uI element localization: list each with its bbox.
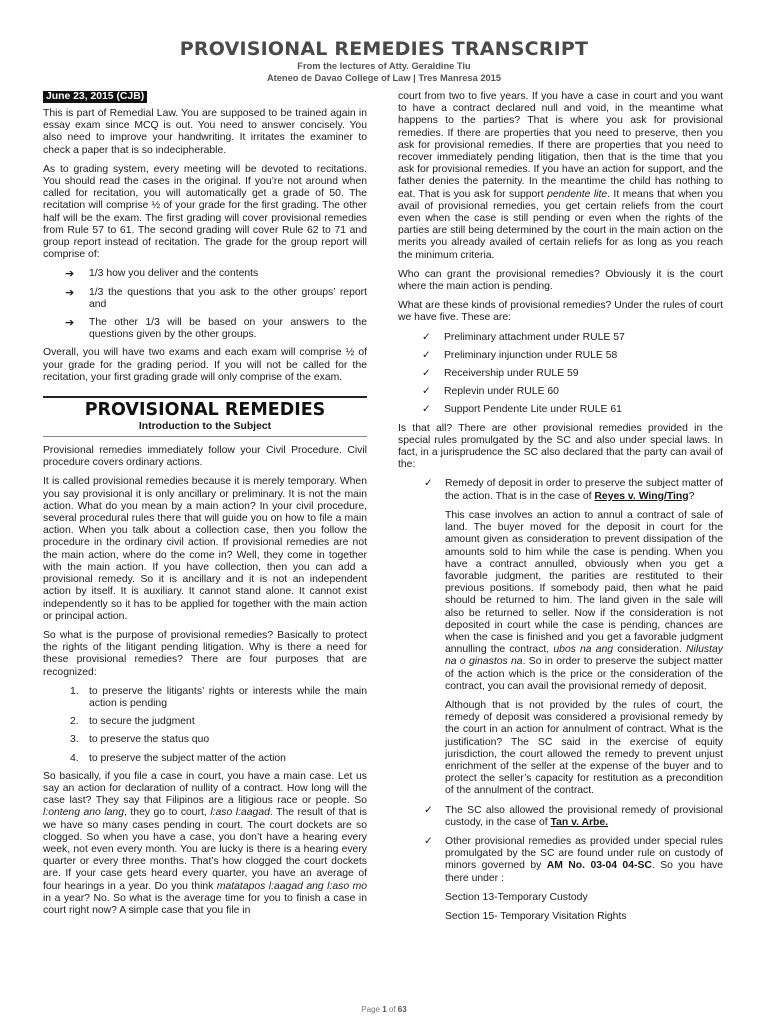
document-title: PROVISIONAL REMEDIES TRANSCRIPT xyxy=(179,38,589,60)
case-name: Tan v. Arbe. xyxy=(550,816,609,828)
check-icon: ✓ xyxy=(422,386,431,398)
arrow-icon: ➔ xyxy=(65,317,75,330)
am-number: AM No. 03-04 04-SC xyxy=(546,860,652,872)
check-icon: ✓ xyxy=(422,368,431,380)
page-footer: Page 1 of 63 xyxy=(361,1005,407,1014)
list-item: ➔ 1/3 how you deliver and the contents xyxy=(65,268,259,281)
purposes-list xyxy=(43,686,367,765)
page-header xyxy=(0,38,768,84)
paragraph: This is part of Remedial Law. You are supposed to be trained again in essay exam since MCQ is out. You need to answer concisely. You also need to improve your handwriting. It irritates the examiner to check a paper that is so indecipherable. xyxy=(43,108,367,156)
list-item: ✓ Replevin under RULE 60 xyxy=(422,386,559,398)
paragraph: Is that all? There are other provisional remedies provided in the special rules promulgated by the SC and also under special laws. In fact, in a jurisprudence the SC also declared that the party can avail of the: xyxy=(398,422,723,471)
check-icon: ✓ xyxy=(424,804,433,816)
check-icon: ✓ xyxy=(422,404,431,416)
paragraph: So basically, if you file a case in court, you have a main case. Let us say an action for declaration of nullity of a contract. How long will the case last? They say that Filipinos are a litigious race or people. So l:onteng ano lang, they go to court, l:aso l:aagad. The result of that is we have so many cases pending in court. The court dockets are so clogged. So when you have a case, you don’t have a hearing every week, not even every month. You are lucky is there is a hearing every quarter or every three months. That’s how clogged the court dockets are. If your case gets heard every quarter, you have an average of four hearings in a year. Do you think matatapos l:aagad ang l:aso mo in a year? No. So what is the average time for you to finish a case in court right now? A simple case that you file in xyxy=(43,770,367,916)
list-item: 3. to preserve the status quo xyxy=(70,734,210,746)
list-item: 4. to preserve the subject matter of the action xyxy=(70,752,286,764)
paragraph: What are these kinds of provisional remedies? Under the rules of court we have five. These are: xyxy=(398,300,723,324)
list-item: ➔ The other 1/3 will be based on your answers to the questions given by the other groups. xyxy=(65,317,367,341)
check-icon: ✓ xyxy=(422,349,431,361)
list-item: ✓ The SC also allowed the provisional remedy of provisional custody, in the case of Tan v. Arbe. xyxy=(424,804,723,828)
section-15: Section 15- Temporary Visitation Rights xyxy=(445,910,627,922)
paragraph: As to grading system, every meeting will be devoted to recitations. You should read the cases in the original. If you’re not around when called for recitation, you will automatically get a grade of 50. The recitation will comprise ½ of your grade for the first grading. The other half will be the exam. The first grading will cover provisional remedies from Rule 57 to 61. The second grading will cover Rule 62 to 71 and group report instead of recitation. The grade for the group report will comprise of: xyxy=(43,163,367,261)
date-tag: June 23, 2015 (CJB) xyxy=(43,91,147,103)
list-item: ➔ 1/3 the questions that you ask to the other groups’ report and xyxy=(65,286,367,310)
paragraph: It is called provisional remedies because it is merely temporary. When you say provisional it is only ancillary or preliminary. It is not the main action. What do you mean by a main action? In your civil procedure, several procedural rules there that will guide you on how to file a main action. When you talk about a collection case, then you follow the procedure in the ordinary civil action. If provisional remedies are not the main action, where do the come in? Well, they come in together with the main action. If you have collection, then you can add a provisional remedy. So it is ancillary and it is not an independent action by itself. It is auxiliary. It cannot stand alone. It cannot exist independently so it has to be applied for together with the main action or principal action. xyxy=(43,476,367,622)
list-item: ✓ Preliminary attachment under RULE 57 xyxy=(422,331,625,343)
other-remedies-list xyxy=(398,478,723,923)
paragraph: Who can grant the provisional remedies? Obviously it is the court where the main action is pending. xyxy=(398,268,723,293)
list-item: 1. to preserve the litigants’ rights or interests while the main action is pending xyxy=(70,685,367,709)
paragraph: court from two to five years. If you have a case in court and you want to have a contract declared null and void, in the meantime what happens to the parties? That is where you ask for provisional remedies. If there are properties that you need to preserve, then you ask for provisional remedies. If there are properties that you need to recover immediately pending litigation, then that is the time that you ask for provisional remedies. If you have an action for support, and the father denies the paternity. In the meantime the child has nothing to eat. That is you ask for support pendente lite. It means that when you avail of provisional remedies, you get certain reliefs from the court even when the case is still pending or even when the rights of the parties are still being determined by the court in the main action on the merits you already availed of certain reliefs for as long as you reach the minimum criteria. xyxy=(398,91,723,261)
section-13: Section 13-Temporary Custody xyxy=(445,891,588,903)
list-item: ✓ Preliminary injunction under RULE 58 xyxy=(422,349,618,361)
arrow-icon: ➔ xyxy=(65,268,75,281)
list-item: 2. to secure the judgment xyxy=(70,716,195,728)
arrow-icon: ➔ xyxy=(65,286,75,299)
list-item: ✓ Support Pendente Lite under RULE 61 xyxy=(422,404,622,416)
check-icon: ✓ xyxy=(422,331,431,343)
lecturer-line: From the lectures of Atty. Geraldine Tiu xyxy=(297,61,471,71)
school-line: Ateneo de Davao College of Law | Tres Manresa 2015 xyxy=(266,73,502,83)
check-icon: ✓ xyxy=(424,478,433,490)
paragraph: So what is the purpose of provisional remedies? Basically to protect the rights of the litigant pending litigation. Why is there a need for these provisional remedies? There are four purposes that are recognized: xyxy=(43,629,367,678)
list-item: ✓ Receivership under RULE 59 xyxy=(422,368,579,380)
section-subtitle: Introduction to the Subject xyxy=(138,421,272,433)
grading-list xyxy=(43,268,367,341)
page-total: 63 xyxy=(397,1005,407,1014)
check-icon: ✓ xyxy=(424,835,433,847)
page-number: 1 xyxy=(382,1005,387,1014)
left-column xyxy=(43,91,367,924)
section-heading xyxy=(43,396,367,437)
section-title: PROVISIONAL REMEDIES xyxy=(84,400,326,421)
paragraph: Overall, you will have two exams and each exam will comprise ½ of your grade for the grading period. If you will not be called for the recitation, your first grading grade will only comprise of the exam. xyxy=(43,347,367,383)
case-name: Reyes v. Wing/Ting xyxy=(594,490,689,502)
list-item: ✓ Other provisional remedies as provided under special rules promulgated by the SC are found under rule on custody of minors governed by AM No. 03-04 04-SC. So you have there under : Section 13-Temporary Custody Section 15- Temporary Visitation Rights xyxy=(424,835,724,922)
remedies-list xyxy=(398,332,723,417)
right-column xyxy=(398,91,723,930)
paragraph: Provisional remedies immediately follow your Civil Procedure. Civil procedure covers ordinary actions. xyxy=(43,445,367,469)
list-item: ✓ Remedy of deposit in order to preserve the subject matter of the action. That is in the case of Reyes v. Wing/Ting? This case involves an action to annul a contract of sale of land. The buyer moved for the deposit in court for the amount given as consideration to prevent dissipation of the amounts sold to him while the case is pending. When you have a contract annulled, obviously when you get a favorable judgment, the parities are restituted to their previous positions. If somebody paid, then what he paid should be returned to him. The land given in the sale will also be returned to seller. Now if the consideration is not deposited in court while the case is pending, chances are when the case is finished and you get a favorable judgment annulling the contract, ubos na ang consideration. Nilustay na o ginastos na. So in order to preserve the subject matter of the action which is the price or the consideration of the contract, you can avail the provisional remedy of deposit. Although that is not provided by the rules of court, the remedy of deposit was considered a provisional remedy by the court in an action for annulment of contract. What is the justification? The SC said in the exercise of equity jurisdiction, the court allowed the remedy to prevent unjust enrichment of the seller at the expense of the buyer and to protect the seller’s capacity for restitution as a precondition of the annulment of the contract. xyxy=(424,478,723,797)
